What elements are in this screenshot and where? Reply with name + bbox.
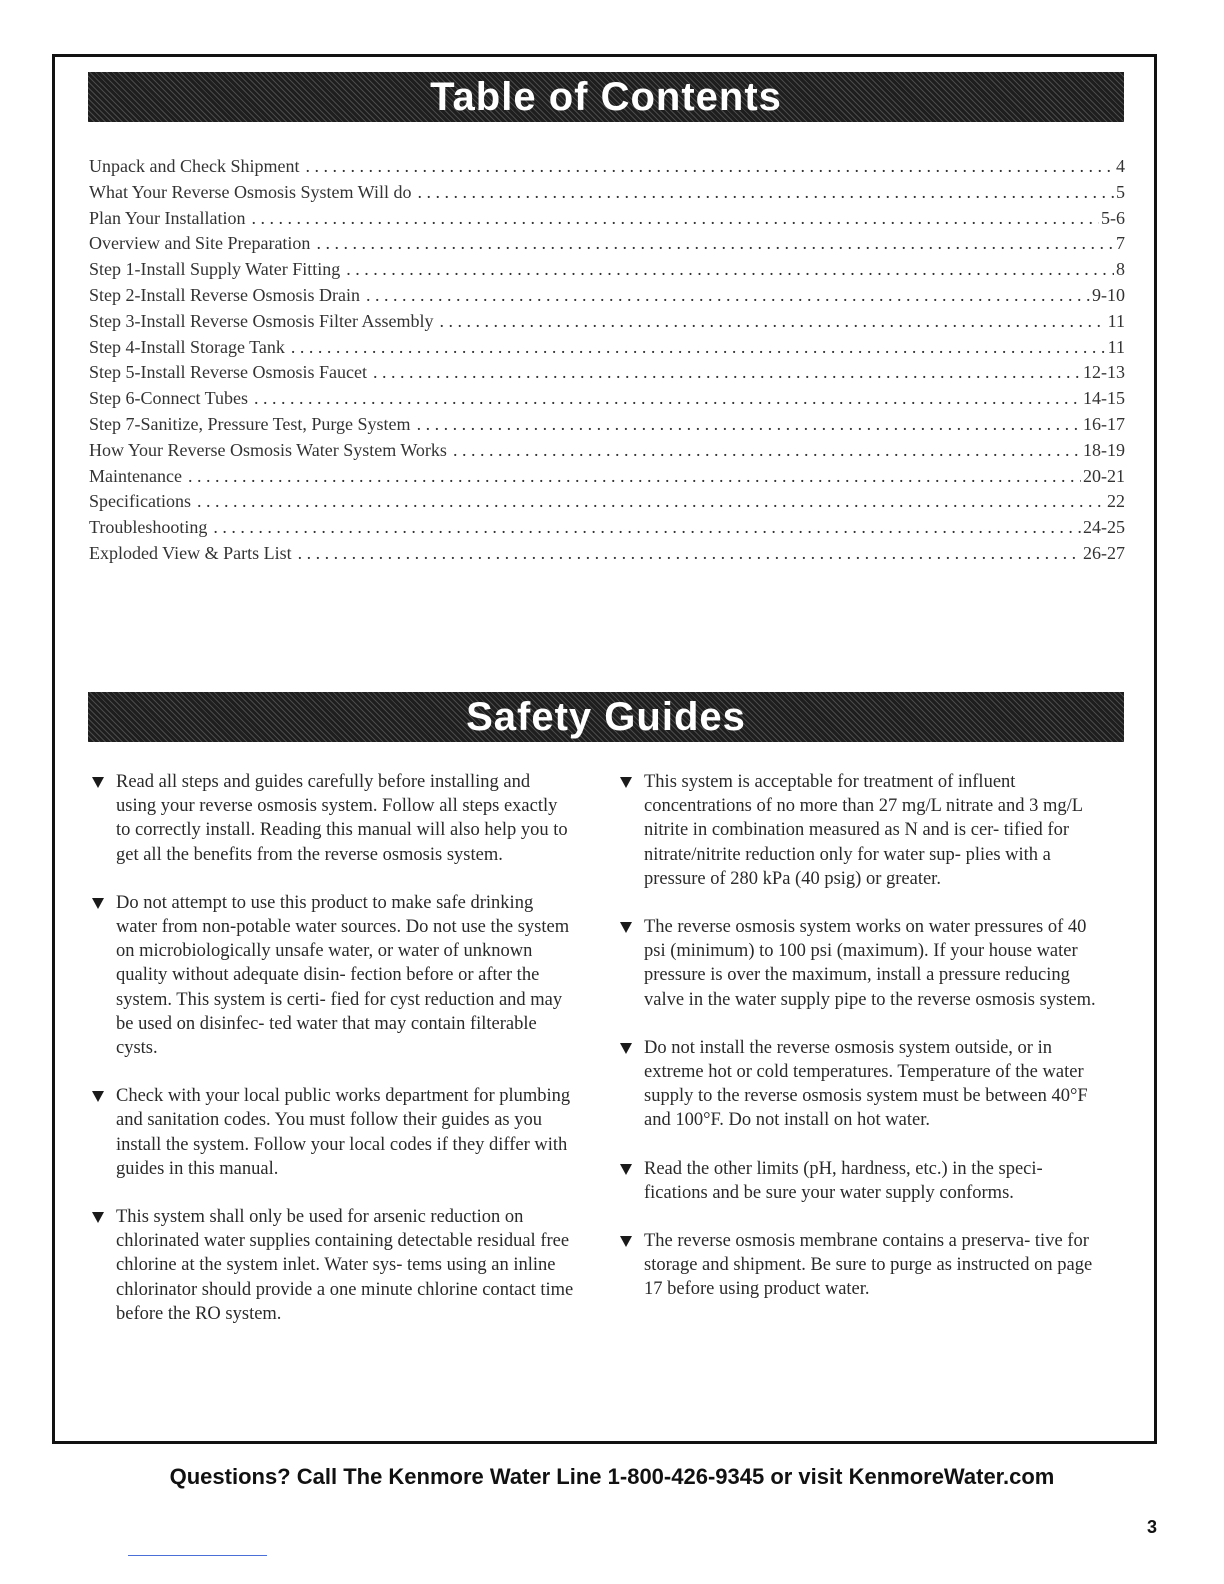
toc-entry-label: Troubleshooting	[89, 517, 208, 538]
toc-entry-page: 4	[1116, 156, 1125, 176]
bullet-triangle-icon	[92, 777, 104, 788]
toc-leader	[453, 440, 1081, 461]
toc-leader	[316, 233, 1114, 254]
toc-entry	[89, 285, 1125, 311]
toc-entry-label: Maintenance	[89, 465, 182, 486]
toc-leader	[417, 414, 1081, 435]
toc-leader	[417, 182, 1114, 203]
toc-list	[89, 156, 1125, 569]
toc-entry-page: 22	[1107, 491, 1125, 512]
toc-entry	[89, 440, 1125, 466]
safety-item-text: This system is acceptable for treatment of influent concentrations of no more than 27 mg/L nitrate and 3 mg/L nitrite in combination measured as N and is cer- tified for nitrate/nitrite reduction only for water sup- plies with a pressure of 280 kPa (40 psig) or greater.	[644, 772, 1083, 889]
toc-entry-label: Plan Your Installation	[89, 207, 246, 228]
toc-entry-page: 16-17	[1083, 413, 1125, 434]
page-number: 3	[1147, 1517, 1158, 1537]
safety-column-left	[92, 770, 574, 1350]
toc-entry-page: 26-27	[1083, 542, 1125, 563]
toc-entry	[89, 259, 1125, 285]
bullet-triangle-icon	[620, 1043, 632, 1054]
safety-item	[92, 891, 574, 1060]
toc-entry-label: Step 1-Install Supply Water Fitting	[89, 259, 341, 280]
safety-item-text: Read the other limits (pH, hardness, etc.) in the speci- fications and be sure your water supply conforms.	[644, 1158, 1043, 1203]
toc-entry-page: 20-21	[1083, 465, 1125, 486]
toc-entry-page: 18-19	[1083, 439, 1125, 460]
toc-entry-label: Step 3-Install Reverse Osmosis Filter Assembly	[89, 310, 434, 331]
safety-item-text: Do not attempt to use this product to make safe drinking water from non-potable water sources. Do not use the system on microbiologically unsafe water, or water of unknown quality without adequate disin- fection before or after the system. This system is certi- fied for cyst reduction and may be used on disinfec- ted water that may contain filterable cysts.	[116, 892, 570, 1059]
safety-banner	[88, 692, 1124, 742]
toc-entry	[89, 466, 1125, 492]
toc-entry	[89, 414, 1125, 440]
toc-title: Table of Contents	[430, 75, 782, 119]
toc-entry-page: 14-15	[1083, 388, 1125, 409]
safety-item-text: Read all steps and guides carefully before installing and using your reverse osmosis system. Follow all steps exactly to correctly install. Reading this manual will also help you to get all the benefits from the reverse osmosis system.	[116, 772, 568, 865]
toc-leader	[305, 156, 1114, 177]
link-underline	[128, 1555, 267, 1556]
toc-entry-label: Step 7-Sanitize, Pressure Test, Purge System	[89, 413, 411, 434]
safety-item	[92, 1084, 574, 1181]
toc-entry-page: 9-10	[1092, 284, 1125, 305]
toc-entry-label: Exploded View & Parts List	[89, 542, 292, 563]
safety-item	[92, 770, 574, 867]
toc-entry-label: Step 5-Install Reverse Osmosis Faucet	[89, 362, 367, 383]
toc-entry	[89, 311, 1125, 337]
toc-entry-page: 11	[1107, 336, 1125, 357]
toc-entry-page: 24-25	[1083, 517, 1125, 538]
safety-item-text: The reverse osmosis membrane contains a preserva- tive for storage and shipment. Be sure to purge as instructed on page 17 before using product water.	[644, 1231, 1093, 1300]
toc-entry-label: Overview and Site Preparation	[89, 233, 311, 254]
toc-leader	[366, 285, 1090, 306]
toc-leader	[252, 208, 1099, 229]
toc-entry-label: Unpack and Check Shipment	[89, 156, 300, 176]
safety-item-text: Do not install the reverse osmosis system outside, or in extreme hot or cold temperatures. Temperature of the water supply to the reverse osmosis system must be between 40°F and 100°F. Do not install on hot water.	[644, 1037, 1088, 1131]
toc-leader	[254, 388, 1081, 409]
toc-entry-page: 5	[1116, 181, 1125, 202]
safety-item	[620, 1229, 1102, 1302]
bullet-triangle-icon	[620, 1164, 632, 1175]
toc-entry	[89, 362, 1125, 388]
toc-entry	[89, 182, 1125, 208]
bullet-triangle-icon	[92, 1212, 104, 1223]
toc-entry-label: Step 2-Install Reverse Osmosis Drain	[89, 284, 360, 305]
safety-item	[620, 1036, 1102, 1133]
toc-leader	[298, 543, 1081, 564]
toc-leader	[188, 466, 1081, 487]
toc-leader	[373, 362, 1081, 383]
bullet-triangle-icon	[92, 1091, 104, 1102]
toc-entry	[89, 543, 1125, 569]
toc-entry-label: What Your Reverse Osmosis System Will do	[89, 181, 412, 202]
toc-leader	[197, 491, 1105, 512]
safety-item-text: The reverse osmosis system works on water pressures of 40 psi (minimum) to 100 psi (maximum). If your house water pressure is over the maximum, install a pressure reducing valve in the water supply pipe to the reverse osmosis system.	[644, 917, 1096, 1010]
toc-entry-label: Specifications	[89, 491, 191, 512]
toc-leader	[346, 259, 1114, 280]
safety-item	[92, 1205, 574, 1326]
bullet-triangle-icon	[620, 777, 632, 788]
toc-entry	[89, 208, 1125, 234]
safety-item	[620, 770, 1102, 891]
toc-entry-page: 11	[1107, 310, 1125, 331]
footer-contact-line: Questions? Call The Kenmore Water Line 1-800-426-9345 or visit KenmoreWater.com	[169, 1464, 1055, 1489]
toc-banner	[88, 72, 1124, 122]
bullet-triangle-icon	[620, 1236, 632, 1247]
toc-entry-page: 5-6	[1101, 207, 1125, 228]
toc-entry	[89, 337, 1125, 363]
safety-title: Safety Guides	[466, 695, 746, 739]
toc-entry	[89, 156, 1125, 182]
toc-entry-page: 12-13	[1083, 362, 1125, 383]
safety-item-text: Check with your local public works department for plumbing and sanitation codes. You must follow their guides as you install the system. Follow your local codes if they differ with guides in this manual.	[116, 1086, 571, 1179]
toc-leader	[213, 517, 1081, 538]
safety-column-right	[620, 770, 1102, 1326]
bullet-triangle-icon	[620, 922, 632, 933]
toc-leader	[291, 337, 1106, 358]
toc-entry-label: Step 6-Connect Tubes	[89, 388, 249, 409]
toc-entry-page: 8	[1116, 259, 1125, 280]
toc-leader	[439, 311, 1105, 332]
toc-entry-label: Step 4-Install Storage Tank	[89, 336, 285, 357]
safety-item	[620, 1157, 1102, 1205]
toc-entry	[89, 233, 1125, 259]
toc-entry	[89, 517, 1125, 543]
safety-item-text: This system shall only be used for arsenic reduction on chlorinated water supplies containing detectable residual free chlorine at the system inlet. Water sys- tems using an inline chlorinator should provide a one minute chlorine contact time before the RO system.	[116, 1207, 574, 1324]
toc-entry-page: 7	[1116, 233, 1125, 254]
toc-entry-label: How Your Reverse Osmosis Water System Works	[89, 439, 447, 460]
toc-entry	[89, 491, 1125, 517]
toc-entry	[89, 388, 1125, 414]
bullet-triangle-icon	[92, 898, 104, 909]
safety-item	[620, 915, 1102, 1012]
